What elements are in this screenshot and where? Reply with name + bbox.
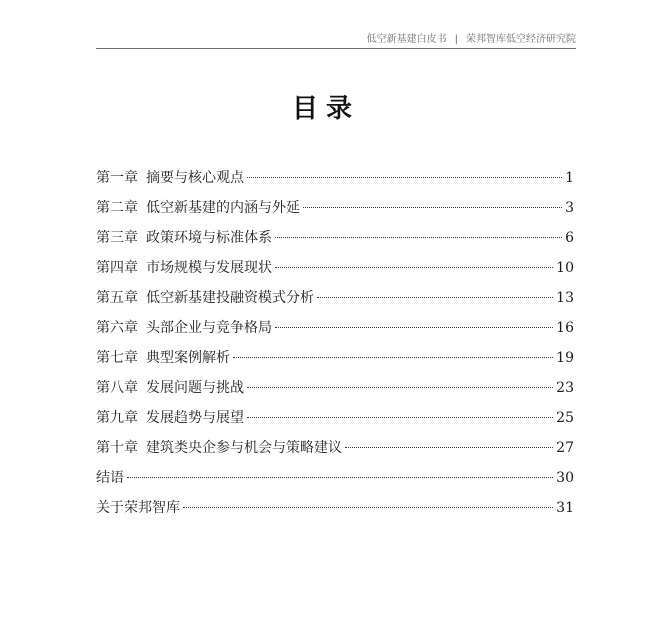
- toc-entry-title: 低空新基建投融资模式分析: [146, 290, 314, 306]
- toc-entry[interactable]: [96, 197, 574, 227]
- toc-chapter-number: 第十章: [96, 440, 138, 456]
- dot-leader: [317, 297, 553, 298]
- toc-chapter-number: 第二章: [96, 200, 138, 216]
- toc-entry[interactable]: [96, 467, 574, 497]
- toc-chapter-number: 第九章: [96, 410, 138, 426]
- toc-page-number: 1: [565, 170, 574, 186]
- toc-page-number: 30: [556, 470, 574, 486]
- toc-chapter-number: 第五章: [96, 290, 138, 306]
- toc-entry-title: 摘要与核心观点: [146, 170, 244, 186]
- running-header: [96, 30, 576, 49]
- toc-entry[interactable]: [96, 347, 574, 377]
- header-separator: |: [454, 34, 458, 45]
- dot-leader: [233, 357, 553, 358]
- toc-page-number: 27: [556, 440, 574, 456]
- toc-entry-title: 建筑类央企参与机会与策略建议: [146, 440, 342, 456]
- table-of-contents: [96, 167, 574, 527]
- dot-leader: [183, 507, 553, 508]
- header-publisher: 荣邦智库低空经济研究院: [466, 34, 576, 45]
- toc-page-number: 16: [556, 320, 574, 336]
- toc-entry[interactable]: [96, 437, 574, 467]
- toc-page-number: 13: [556, 290, 574, 306]
- dot-leader: [247, 417, 553, 418]
- toc-page-number: 3: [565, 200, 574, 216]
- toc-entry-title: 低空新基建的内涵与外延: [146, 200, 300, 216]
- toc-page-number: 10: [556, 260, 574, 276]
- toc-entry-title: 发展趋势与展望: [146, 410, 244, 426]
- toc-chapter-number: 第三章: [96, 230, 138, 246]
- toc-chapter-number: 第四章: [96, 260, 138, 276]
- toc-page-number: 25: [556, 410, 574, 426]
- toc-chapter-number: 第七章: [96, 350, 138, 366]
- toc-page-number: 23: [556, 380, 574, 396]
- toc-entry[interactable]: [96, 287, 574, 317]
- toc-entry[interactable]: [96, 407, 574, 437]
- toc-entry-title: 结语: [96, 470, 124, 486]
- toc-entry-title: 市场规模与发展现状: [146, 260, 272, 276]
- toc-entry-title: 政策环境与标准体系: [146, 230, 272, 246]
- toc-entry[interactable]: [96, 257, 574, 287]
- dot-leader: [275, 327, 553, 328]
- dot-leader: [345, 447, 553, 448]
- dot-leader: [247, 387, 553, 388]
- toc-entry[interactable]: [96, 167, 574, 197]
- dot-leader: [247, 177, 562, 178]
- toc-chapter-number: 第八章: [96, 380, 138, 396]
- toc-entry[interactable]: [96, 377, 574, 407]
- toc-chapter-number: 第一章: [96, 170, 138, 186]
- toc-page-number: 6: [565, 230, 574, 246]
- toc-entry[interactable]: [96, 497, 574, 527]
- toc-page-number: 19: [556, 350, 574, 366]
- header-document-title: 低空新基建白皮书: [366, 34, 447, 45]
- toc-page-number: 31: [556, 500, 574, 516]
- toc-entry[interactable]: [96, 227, 574, 257]
- toc-entry-title: 头部企业与竞争格局: [146, 320, 272, 336]
- toc-entry-title: 典型案例解析: [146, 350, 230, 366]
- dot-leader: [303, 207, 562, 208]
- dot-leader: [127, 477, 553, 478]
- dot-leader: [275, 237, 562, 238]
- toc-title: 目录: [291, 94, 360, 124]
- toc-entry-title: 发展问题与挑战: [146, 380, 244, 396]
- toc-chapter-number: 第六章: [96, 320, 138, 336]
- dot-leader: [275, 267, 553, 268]
- toc-entry[interactable]: [96, 317, 574, 347]
- toc-entry-title: 关于荣邦智库: [96, 500, 180, 516]
